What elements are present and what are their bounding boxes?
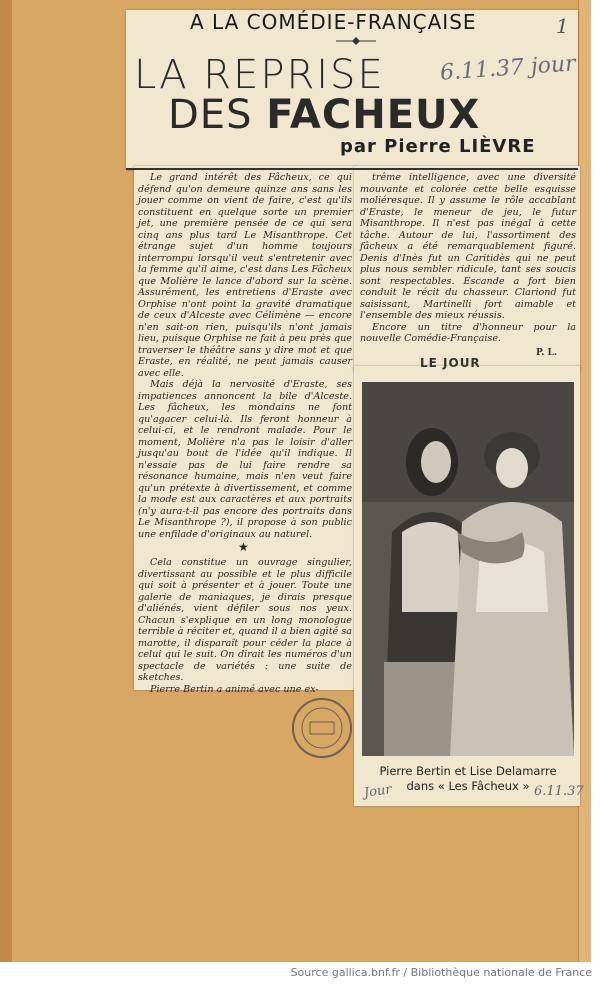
author-signature: P. L. xyxy=(536,348,558,358)
caption-line-2: dans « Les Fâcheux » xyxy=(406,779,530,793)
paragraph: Pierre Bertin a animé avec une ex- xyxy=(150,683,319,695)
kicker-heading: A LA COMÉDIE-FRANÇAISE xyxy=(190,10,477,34)
stage-photo xyxy=(362,382,574,756)
source-footer: Source gallica.bnf.fr / Bibliothèque nationale de France xyxy=(290,966,592,979)
handwritten-page-number: 1 xyxy=(556,14,569,38)
caption-line-1: Pierre Bertin et Lise Delamarre xyxy=(379,764,557,778)
title-bold: FACHEUX xyxy=(266,92,481,138)
handwritten-jour: Jour xyxy=(363,782,393,801)
paragraph: Mais déjà la nervosité d'Eraste, ses impatiences annoncent la bile d'Alceste. Les fâcheux, les mondains ne font qu'agacer celui-là. Ils feront honneur à celui-ci, et le rendront malade. Pour le moment, Molière n'a pas le loisir d'aller jusqu'au bout de l'idée qu'il indique. Il n'essaie pas de lui faire rendre sa résonance humaine, mais n'en veut faire qu'un prétexte à divertissement, et comme la mode est aux caractères et aux portraits (n'y aura-t-il pas encore des portraits dans Le Misanthrope ?), il propose à son public une enfilade d'originaux au naturel. xyxy=(138,379,352,540)
title-line-2 xyxy=(168,92,480,138)
binding-strip xyxy=(0,0,12,962)
paragraph: Encore un titre d'honneur pour la nouvelle Comédie-Française. xyxy=(360,321,576,344)
paragraph: Le grand intérêt des Fâcheux, ce qui défend qu'on demeure quinze ans sans les jouer comme on vient de faire, c'est qu'ils constituent en quelque sorte un premier jet, une première pensée de ce qui sera cinq ans plus tard Le Misanthrope. Cet étrange sujet d'un homme toujours interrompu lorsqu'il veut s'entretenir avec la femme qu'il aime, c'est dans Les Fâcheux que Molière le lance d'abord sur la scène. Assurément, les entretiens d'Eraste avec Orphise n'ont point la gravité dramatique de ceux d'Alceste avec Célimène — encore n'en sait-on rien, puisqu'ils n'ont jamais lieu, puisque Orphise ne fait à peu près que traverser le théâtre sans y dire mot et que Eraste, en réalité, ne peut jamais causer avec elle. xyxy=(138,172,352,379)
ornament-icon xyxy=(336,36,376,46)
right-column xyxy=(360,172,576,345)
photo-illustration xyxy=(362,382,574,756)
left-column-part-1 xyxy=(138,172,352,540)
handwritten-date-2: 6.11.37 xyxy=(534,784,584,799)
paragraph: Cela constitue un ouvrage singulier, divertissant au possible et le plus difficile qui soit à présenter et à jouer. Toute une galerie de maniaques, je dirais presque d'aliénés, vient défiler sous nos yeux. Chacun s'explique en un long monologue terrible à réciter et, quand il a bien agité sa marotte, il disparaît pour céder la place à celui qui le suit. On dirait les numéros d'un spectacle de variétés : une suite de sketches. xyxy=(138,557,352,683)
left-column-part-2 xyxy=(138,557,352,695)
title-line-1: LA REPRISE xyxy=(134,52,385,98)
handwritten-date: 6.11.37 jour xyxy=(439,51,577,86)
newspaper-name: LE JOUR xyxy=(420,356,481,370)
paragraph: trême intelligence, avec une diversité mouvante et colorée cette belle esquisse moliéresque. Il y assume le rôle accablant d'Eraste, le meneur de jeu, le futur Misanthrope. Il n'est pas inégal à cette tâche. Autour de lui, l'assortiment des fâcheux a été remarquablement figuré. Denis d'Inès fut un Caritidès qui ne peut plus nous sembler ridicule, tant ses soucis sont respectables. Escande a fort bien conduit le récit du chasseur. Clariond fut saisissant, Martinelli fort aimable et l'ensemble des mieux réussis. xyxy=(360,172,576,321)
title-prefix: DES xyxy=(168,92,253,138)
byline: par Pierre LIÈVRE xyxy=(340,136,536,157)
library-stamp xyxy=(290,696,354,760)
star-separator: ★ xyxy=(238,540,249,554)
headline-rule xyxy=(126,168,578,170)
